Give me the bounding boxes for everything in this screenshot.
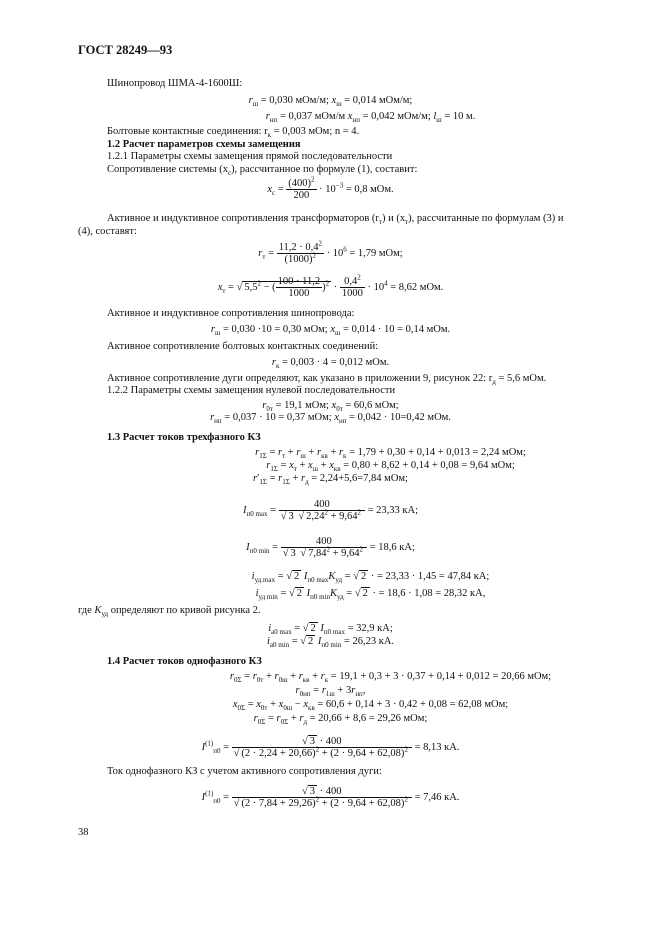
- page-number: 38: [78, 827, 89, 838]
- busbar-resistance-text: Активное и индуктивное сопротивления шинопровода:: [107, 308, 355, 319]
- formula-busbar: $r_ш = 0,030 \cdot 10 = 0,30$ мОм; $x_ш = 0,014 \cdot 10 = 0,14$ мОм.: [210, 324, 451, 338]
- busbar-params-line1: $r_ш = 0,030$ мОм/м; $x_ш = 0,014$ мОм/м;: [248, 95, 413, 109]
- bolt-contacts-line: Болтовые контактные соединения: $r_к = 0,003$ мОм; n = 4.: [107, 126, 360, 140]
- formula-3ph-x: $r_{1\Sigma} = x_т + x_ш + x_{кв} = 0,80 + 8,62 + 0,14 + 0,08 = 9,64$ мОм;: [266, 460, 515, 474]
- formula-1ph-r0ш: $r_{0нп} = r_{1ш} + 3r_{нп}$,: [295, 685, 366, 699]
- arc-current-text: Ток однофазного КЗ с учетом активного сопротивления дуги:: [107, 766, 382, 777]
- section-1-3-heading: 1.3 Расчет токов трехфазного КЗ: [107, 432, 261, 443]
- formula-ia0-min: $i_{а0 min}$ = √ 2 $I_{п0 min} = 26,23$ кА.: [266, 636, 395, 650]
- formula-transformer-x: $x_т$ = √ $5,5^2$ − ( $\frac{100 \cdot 11,2}{1000}$ )$^2$ · $\frac{0,4^2}{1000}$ · $10^4 = 8,62$ мОм.: [217, 273, 444, 299]
- bolt-resistance-text: Активное сопротивление болтовых контактных соединений:: [107, 341, 379, 352]
- formula-1ph-r0-prime: $r_{0\Sigma} = r_{0\Sigma} + r_д = 20,66 + 8,6 = 29,26$ мОм;: [253, 713, 428, 727]
- formula-zero-seq-2: $r_{нп} = 0,037 \cdot 10 = 0,37$ мОм; $x_{нп} = 0,042 \cdot 10=0,42$ мОм.: [210, 412, 451, 426]
- busbar-params-line2: $r_{нп} = 0,037$ мОм/м $x_{нп} = 0,042$ мОм/м; $l_ш = 10$ м.: [265, 111, 476, 125]
- formula-iud-min: $i_{уд min}$ = √ 2 $I_{п0 min}K_{уд}$ = √ 2 · = 18,6 · 1,08 = 28,32 кА,: [255, 588, 486, 602]
- document-header: ГОСТ 28249—93: [78, 43, 173, 57]
- formula-3ph-r: $r_{1\Sigma} = r_т + r_ш + r_{кв} + r_к = 1,79 + 0,30 + 0,14 + 0,013 = 2,24$ мОм;: [255, 447, 526, 461]
- formula-1ph-r0: $r_{0\Sigma} = r_{0т} + r_{0ш} + r_{кв} + r_к = 19,1 + 0,3 + 3 \cdot 0,37 + 0,14 + 0,012 = 20,66$ мОм;: [229, 671, 552, 685]
- formula-ia0-max: $i_{а0 max}$ = √ 2 $I_{п0 max} = 32,9$ кА;: [268, 623, 393, 637]
- formula-i-max: $I_{п0 max}$ = $\frac{400}{√ 3 √ 2,24^2 + 9,64^2}$ = 23,33 кА;: [242, 499, 419, 522]
- section-1-2-2-heading: 1.2.2 Параметры схемы замещения нулевой последовательности: [107, 385, 396, 396]
- formula-i-min: $I_{п0 min}$ = $\frac{400}{√ 3 √ 7,84^2 + 9,64^2}$ = 18,6 кА;: [246, 536, 415, 559]
- section-1-2-1-heading: 1.2.1 Параметры схемы замещения прямой последовательности: [107, 151, 393, 162]
- section-1-4-heading: 1.4 Расчет токов однофазного КЗ: [107, 656, 262, 667]
- arc-resistance-text: Активное сопротивление дуги определяют, как указано в приложении 9, рисунок 22: $r_д = 5,6$ мОм.: [107, 373, 547, 387]
- kud-note: где $K_{уд}$ определяют по кривой рисунка 2.: [78, 605, 261, 619]
- formula-1ph-x0: $x_{0\Sigma} = x_{0т} + x_{0ш} - x_{кв} = 60,6 + 0,14 + 3 \cdot 0,42 + 0,08 = 62,08$ мОм;: [232, 699, 509, 713]
- formula-bolt: $r_к = 0,003 \cdot 4 = 0,012$ мОм.: [271, 357, 390, 371]
- formula-1ph-current-arc: $I^{(1)}_{п0}$ = $\frac{√ 3 \cdot 400}{√ (2 \cdot 7,84 + 29,26)^2 + (2 \cdot 9,64 + 62,08)^2}$ = 7,46 кА.: [201, 786, 460, 809]
- transformer-text-line2: (4), составят:: [78, 226, 137, 237]
- transformer-text-line1: Активное и индуктивное сопротивления трансформаторов $(r_т)$ и $(x_т)$, рассчитанные по формулам (3) и: [107, 213, 564, 227]
- formula-1ph-current: $I^{(1)}_{п0}$ = $\frac{√ 3 \cdot 400}{√ (2 \cdot 2,24 + 20,66)^2 + (2 \cdot 9,64 + 62,08)^2}$ = 8,13 кА.: [201, 736, 460, 759]
- section-1-2-heading: 1.2 Расчет параметров схемы замещения: [107, 139, 301, 150]
- formula-iud-max: $i_{уд.max}$ = √ 2 $I_{п0 max}K_{уд}$ = √ 2 · = 23,33 · 1,45 = 47,84 кА;: [251, 571, 490, 585]
- formula-3ph-rprime: $r'_{1\Sigma} = r_{1\Sigma} + r_д = 2,24+5,6=7,84$ мОм;: [253, 473, 408, 487]
- busbar-title: Шинопровод ШМА-4-1600Ш:: [107, 78, 243, 89]
- formula-system-resistance: $x_с$ = $\frac{(400)^2}{200}$ · $10^{-3} = 0,8$ мОм.: [267, 175, 394, 201]
- system-resistance-text: Сопротивление системы $(x_с)$, рассчитанное по формуле (1), составит:: [107, 164, 418, 178]
- formula-zero-seq-1: $r_{0т} = 19,1$ мОм; $x_{0т} = 60,6$ мОм;: [262, 400, 399, 414]
- formula-transformer-r: $r_т$ = $\frac{11,2 \cdot 0,4^2}{(1000)^2}$ · $10^6 = 1,79$ мОм;: [258, 239, 403, 265]
